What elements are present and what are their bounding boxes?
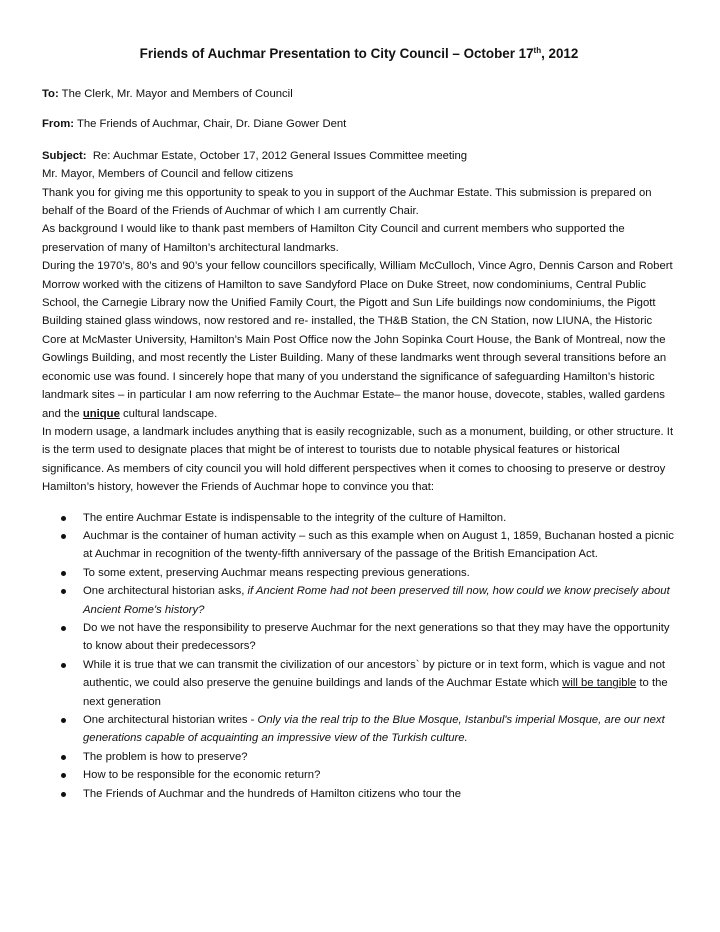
bullet-icon (61, 718, 66, 723)
title-end: , 2012 (541, 46, 579, 61)
to-line (42, 85, 676, 103)
unique-emphasis: unique (82, 407, 120, 420)
list-item (42, 785, 676, 803)
list-item-text: One architectural historian asks, (83, 585, 248, 598)
paragraph-history (42, 257, 676, 423)
list-item (42, 582, 676, 619)
bullet-icon (61, 792, 66, 797)
subject-label: Subject: (42, 149, 87, 162)
list-item-quote: if Ancient Rome had not been preserved till now, how could we know precisely about Ancient Rome's history? (83, 585, 670, 616)
bullet-icon (61, 571, 66, 576)
list-item-quote: Only via the real trip to the Blue Mosque, Istanbul's imperial Mosque, are our next generations capable of acquainting an impressive view of the Turkish culture. (83, 714, 665, 745)
from-text: The Friends of Auchmar, Chair, Dr. Diane Gower Dent (74, 118, 347, 131)
bullet-list (42, 509, 676, 804)
list-item (42, 564, 676, 582)
list-item (42, 509, 676, 527)
bullet-icon (61, 626, 66, 631)
salutation: Mr. Mayor, Members of Council and fellow citizens (42, 168, 294, 181)
paragraph-landmark: In modern usage, a landmark includes anything that is easily recognizable, such as a monument, building, or other structure. It is the term used to designate places that might be of interest to tourists due to notable physical features or historical significance. As members of city council you will hold different perspectives when it comes to choosing to preserve or destroy Hamilton’s history, however the Friends of Auchmar hope to convince you that: (42, 425, 674, 494)
list-item (42, 656, 676, 711)
list-item-text-end: to the next generation (83, 677, 668, 708)
to-label: To: (42, 88, 59, 100)
title-superscript: th (533, 46, 542, 55)
list-item (42, 711, 676, 748)
from-label: From: (42, 118, 75, 131)
list-item-text: Auchmar is the container of human activity – such as this example when on August 1, 1859, Buchanan hosted a picnic at Auchmar in recognition of the twenty-fifth anniversary of the passage of the British Emancipation Act. (83, 529, 674, 561)
bullet-icon (61, 773, 66, 778)
list-item-text: The problem is how to preserve? (83, 750, 248, 763)
history-text-end: cultural landscape. (119, 407, 218, 420)
bullet-icon (61, 755, 66, 760)
bullet-icon (61, 534, 66, 539)
list-item-text: Do we not have the responsibility to preserve Auchmar for the next generations so that they may have the opportunity to know about their predecessors? (83, 621, 670, 653)
list-item-text: The Friends of Auchmar and the hundreds of Hamilton citizens who tour the (83, 787, 462, 800)
history-text: During the 1970’s, 80’s and 90’s your fellow councillors specifically, William McCulloch, Vince Agro, Dennis Carson and Robert Morrow worked with the citizens of Hamilton to save Sandyford Place on Duke Street, now condominiums, Central Public School, the Carnegie Library now the Unified Family Court, the Pigott and Sun Life buildings now condominiums, the Pigott Building stained glass windows, now restored and re- installed, the TH&B Station, the CN Station, now LIUNA, the Historic Core at McMaster University, Hamilton’s Main Post Office now the John Sopinka Court House, the Bank of Montreal, now the Gowlings Building, and most recently the Lister Building. Many of these landmarks went through several transitions before an economic use was found. I sincerely hope that many of you understand the significance of safeguarding Hamilton’s historic landmark sites – in particular I am now referring to the Auchmar Estate– the manor house, dovecote, stables, walled gardens and the (42, 260, 673, 420)
list-item-underline: will be tangible (562, 677, 637, 690)
list-item-text: While it is true that we can transmit the civilization of our ancestors` by picture or in text form, which is vague and not authentic, we could also preserve the genuine buildings and lands of the Auchmar Estate which (83, 658, 666, 690)
list-item-text: How to be responsible for the economic return? (83, 769, 321, 782)
list-item-text: To some extent, preserving Auchmar means respecting previous generations. (83, 566, 470, 579)
list-item (42, 748, 676, 766)
subject-line (42, 147, 676, 165)
list-item (42, 619, 676, 656)
paragraph-background: As background I would like to thank past members of Hamilton City Council and current members who supported the preservation of many of Hamilton’s architectural landmarks. (42, 223, 625, 254)
list-item-text: The entire Auchmar Estate is indispensable to the integrity of the culture of Hamilton. (83, 511, 507, 524)
subject-text: Re: Auchmar Estate, October 17, 2012 General Issues Committee meeting (86, 149, 468, 162)
paragraph-thanks: Thank you for giving me this opportunity to speak to you in support of the Auchmar Estate. This submission is prepared on behalf of the Board of the Friends of Auchmar of which I am currently Chair. (42, 186, 652, 218)
bullet-icon (61, 516, 66, 521)
list-item (42, 766, 676, 784)
bullet-icon (61, 663, 66, 668)
bullet-icon (61, 589, 66, 594)
from-line (42, 115, 676, 133)
title-main: Friends of Auchmar Presentation to City Council – October 17 (139, 46, 534, 61)
list-item (42, 527, 676, 564)
to-text: The Clerk, Mr. Mayor and Members of Council (58, 88, 293, 100)
list-item-text: One architectural historian writes - (83, 714, 258, 726)
document-title (42, 0, 676, 64)
